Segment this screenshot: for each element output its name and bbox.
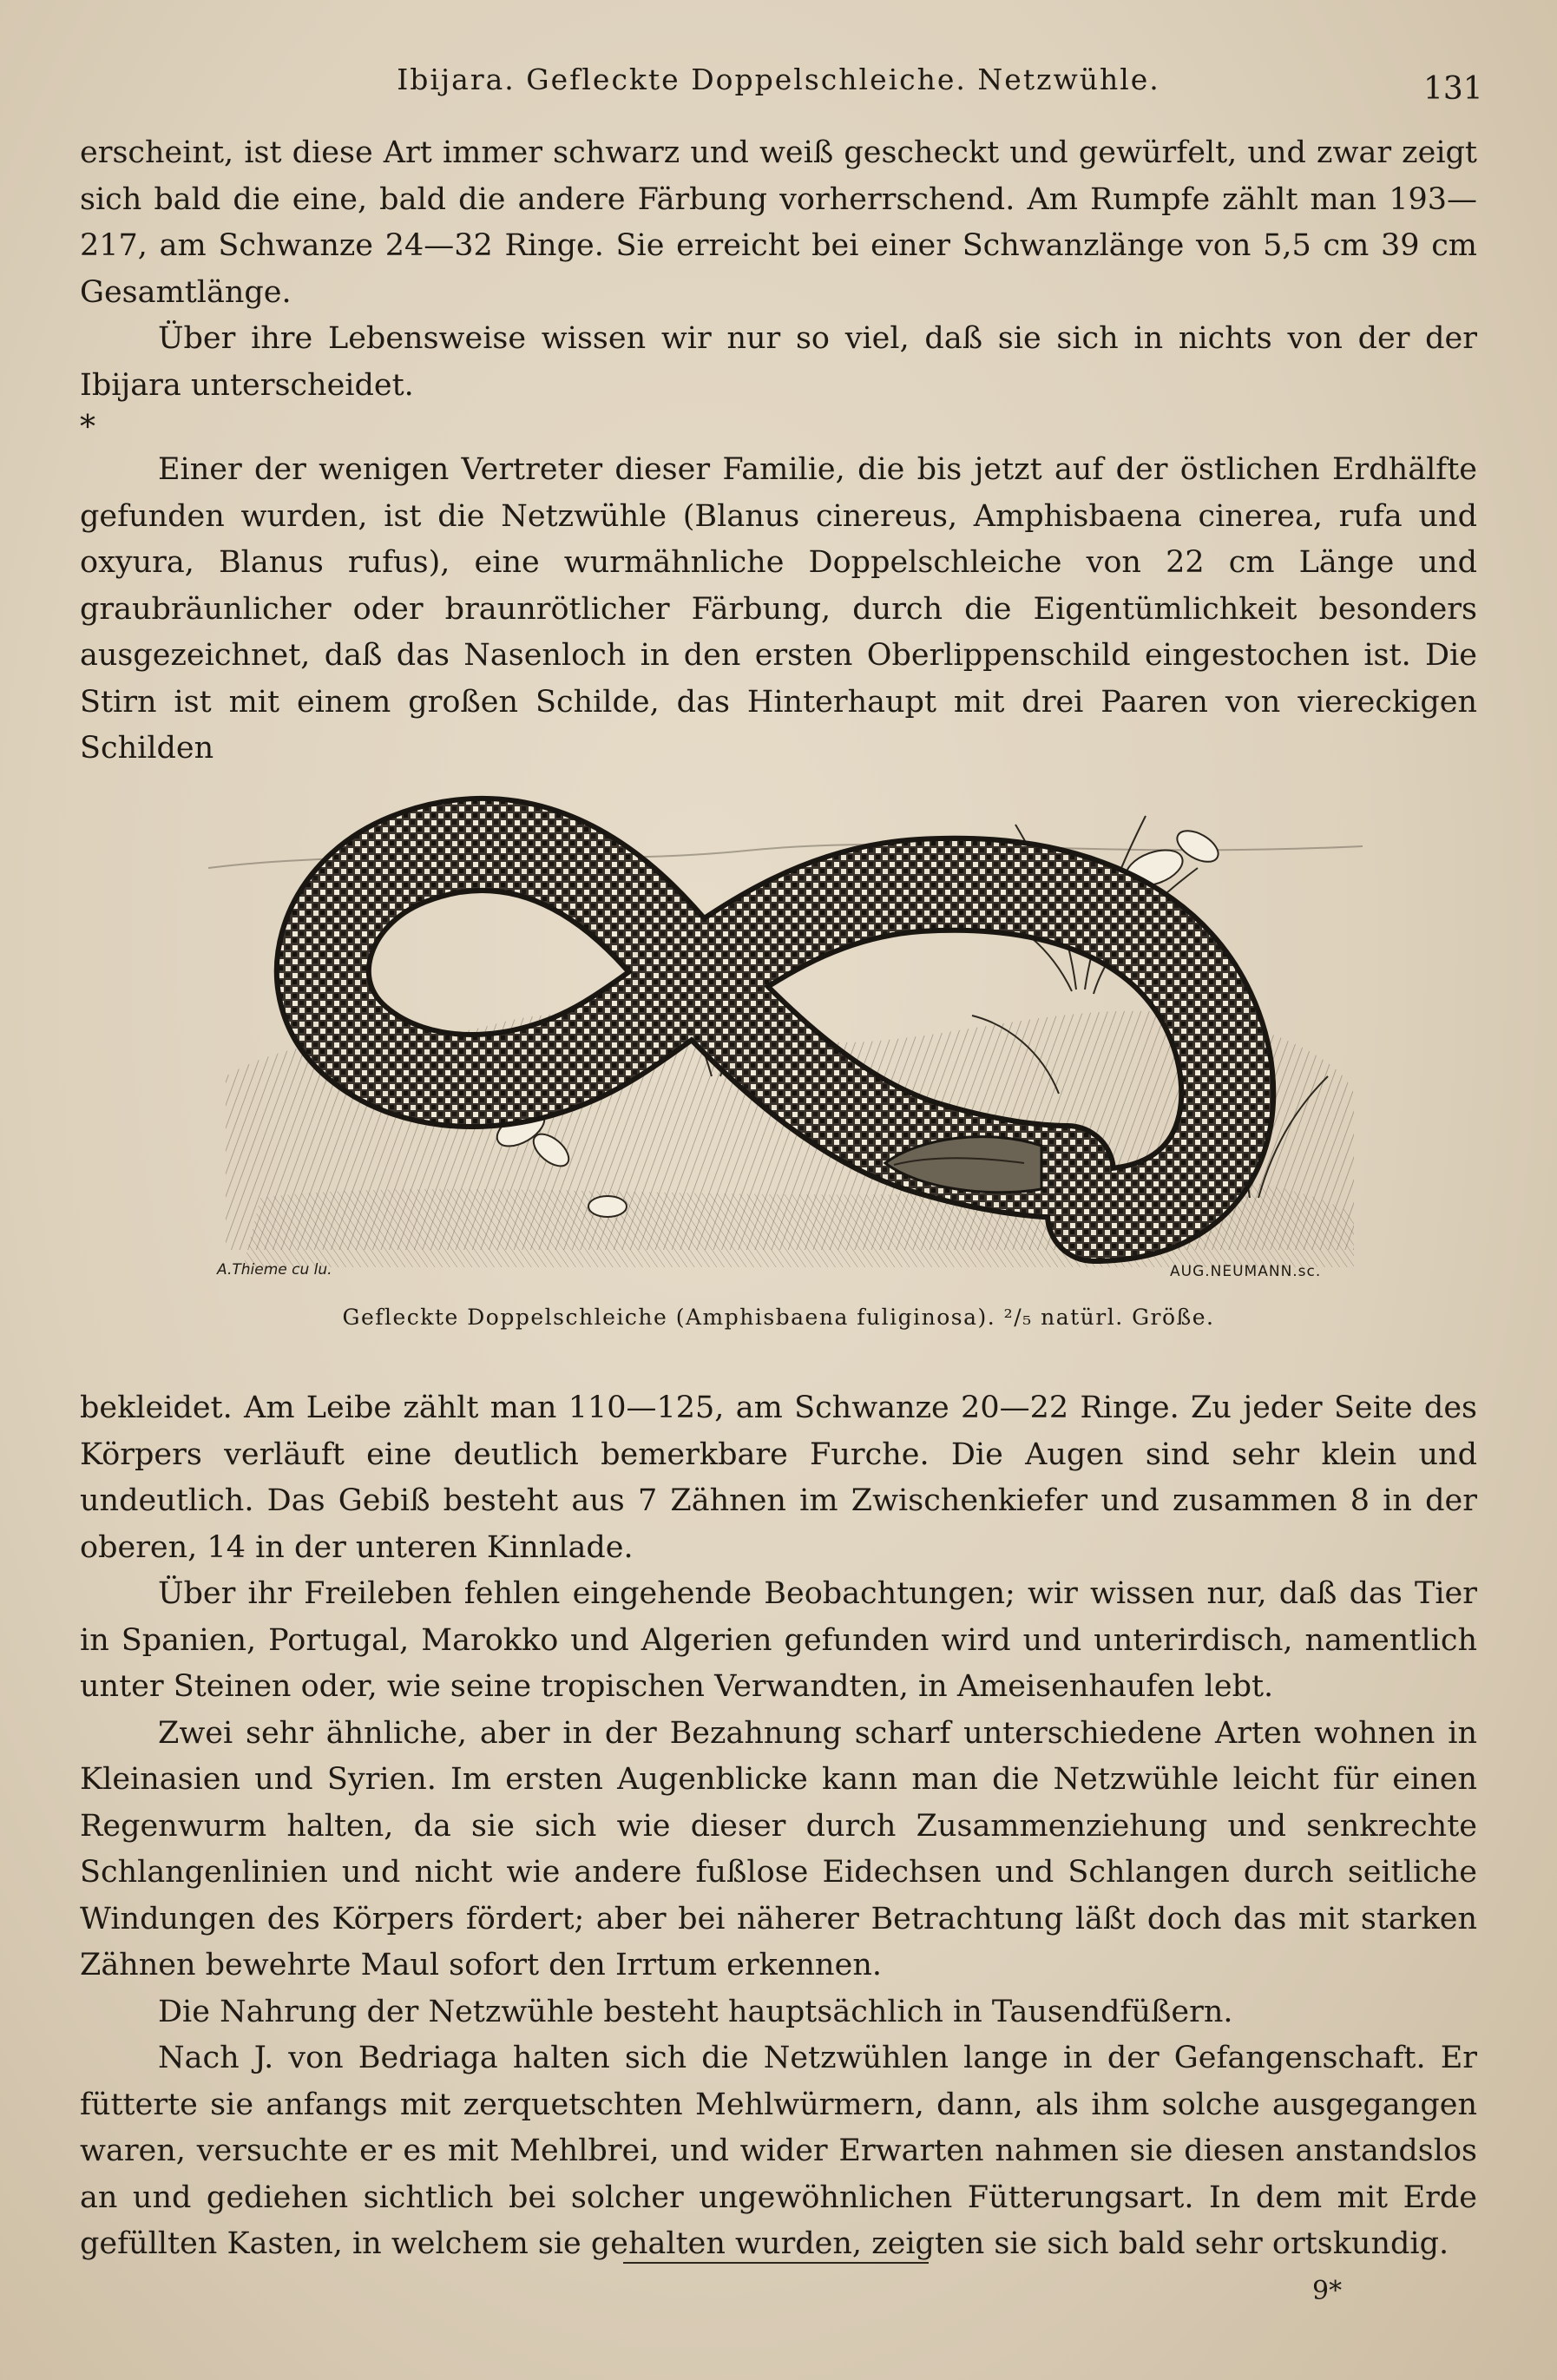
paragraph: Einer der wenigen Vertreter dieser Familie, die bis jetzt auf der östlichen Erdhälfte gefunden wurden, ist die Netzwühle (Blanus cinereus, Amphisbaena cinerea, rufa und oxyura, Blanus rufus), eine wurmähnliche Doppelschleiche von 22 cm Länge und graubräunlicher oder braunrötlicher Färbung, durch die Eigentümlichkeit besonders ausgezeichnet, daß das Nasenloch in den ersten Oberlippenschild eingestochen ist. Die Stirn ist mit einem großen Schilde, das Hinterhaupt mit drei Paaren von viereckigen Schilden <box>80 452 1477 766</box>
running-head: Ibijara. Gefleckte Doppelschleiche. Netzwühle. <box>397 62 1160 96</box>
text-block-top <box>80 130 1477 773</box>
paragraph: bekleidet. Am Leibe zählt man 110—125, am Schwanze 20—22 Ringe. Zu jeder Seite des Körpers verläuft eine deutlich bemerkbare Furche. Die Augen sind sehr klein und undeutlich. Das Gebiß besteht aus 7 Zähnen im Zwischenkiefer und zusammen 8 in der oberen, 14 in der unteren Kinnlade. <box>80 1391 1477 1565</box>
illustrator-credit: A.Thieme cu lu. <box>217 1261 332 1279</box>
engraver-credit: AUG.NEUMANN.sc. <box>1170 1263 1322 1280</box>
paragraph: Nach J. von Bedriaga halten sich die Netzwühlen lange in der Gefangenschaft. Er fütterte sie anfangs mit zerquetschten Mehlwürmern, dann, als ihm solche ausgegangen waren, versuchte er es mit Mehlbrei, und wider Erwarten nahmen sie diesen anstandslos an und gediehen sichtlich bei solcher ungewöhnlichen Fütterungsart. In dem mit Erde gefüllten Kasten, in welchem sie gehalten wurden, zeigten sie sich bald sehr ortskundig. <box>80 2041 1477 2261</box>
paragraph: Über ihre Lebensweise wissen wir nur so viel, daß sie sich in nichts von der der Ibijara unterscheidet. <box>80 321 1477 403</box>
paragraph: Über ihr Freileben fehlen eingehende Beobachtungen; wir wissen nur, daß das Tier in Spanien, Portugal, Marokko und Algerien gefunden wird und unterirdisch, namentlich unter Steinen oder, wie seine tropischen Verwandten, in Ameisenhaufen lebt. <box>80 1576 1477 1704</box>
page-number: 131 <box>1423 71 1483 107</box>
amphisbaena-engraving <box>208 764 1363 1285</box>
section-separator: * <box>80 410 95 445</box>
signature-mark: 9* <box>1312 2276 1343 2306</box>
figure-caption: Gefleckte Doppelschleiche (Amphisbaena fuliginosa). ²/₅ natürl. Größe. <box>342 1305 1215 1330</box>
paragraph: erscheint, ist diese Art immer schwarz und weiß gescheckt und gewürfelt, und zwar zeigt sich bald die eine, bald die andere Färbung vorherrschend. Am Rumpfe zählt man 193—217, am Schwanze 24—32 Ringe. Sie erreicht bei einer Schwanzlänge von 5,5 cm 39 cm Gesamtlänge. <box>80 135 1477 310</box>
paragraph: Die Nahrung der Netzwühle besteht hauptsächlich in Tausendfüßern. <box>158 1994 1233 2029</box>
paragraph: Zwei sehr ähnliche, aber in der Bezahnung scharf unterschiedene Arten wohnen in Kleinasien und Syrien. Im ersten Augenblicke kann man die Netzwühle leicht für einen Regenwurm halten, da sie sich wie dieser durch Zusammenziehung und senkrechte Schlangenlinien und nicht wie andere fußlose Eidechsen und Schlangen durch seitliche Windungen des Körpers fördert; aber bei näherer Betrachtung läßt doch das mit starken Zähnen bewehrte Maul sofort den Irrtum erkennen. <box>80 1715 1477 1982</box>
text-block-bottom <box>80 1385 1477 2268</box>
footer-rule <box>623 2262 929 2264</box>
snake-illustration <box>208 764 1363 1285</box>
